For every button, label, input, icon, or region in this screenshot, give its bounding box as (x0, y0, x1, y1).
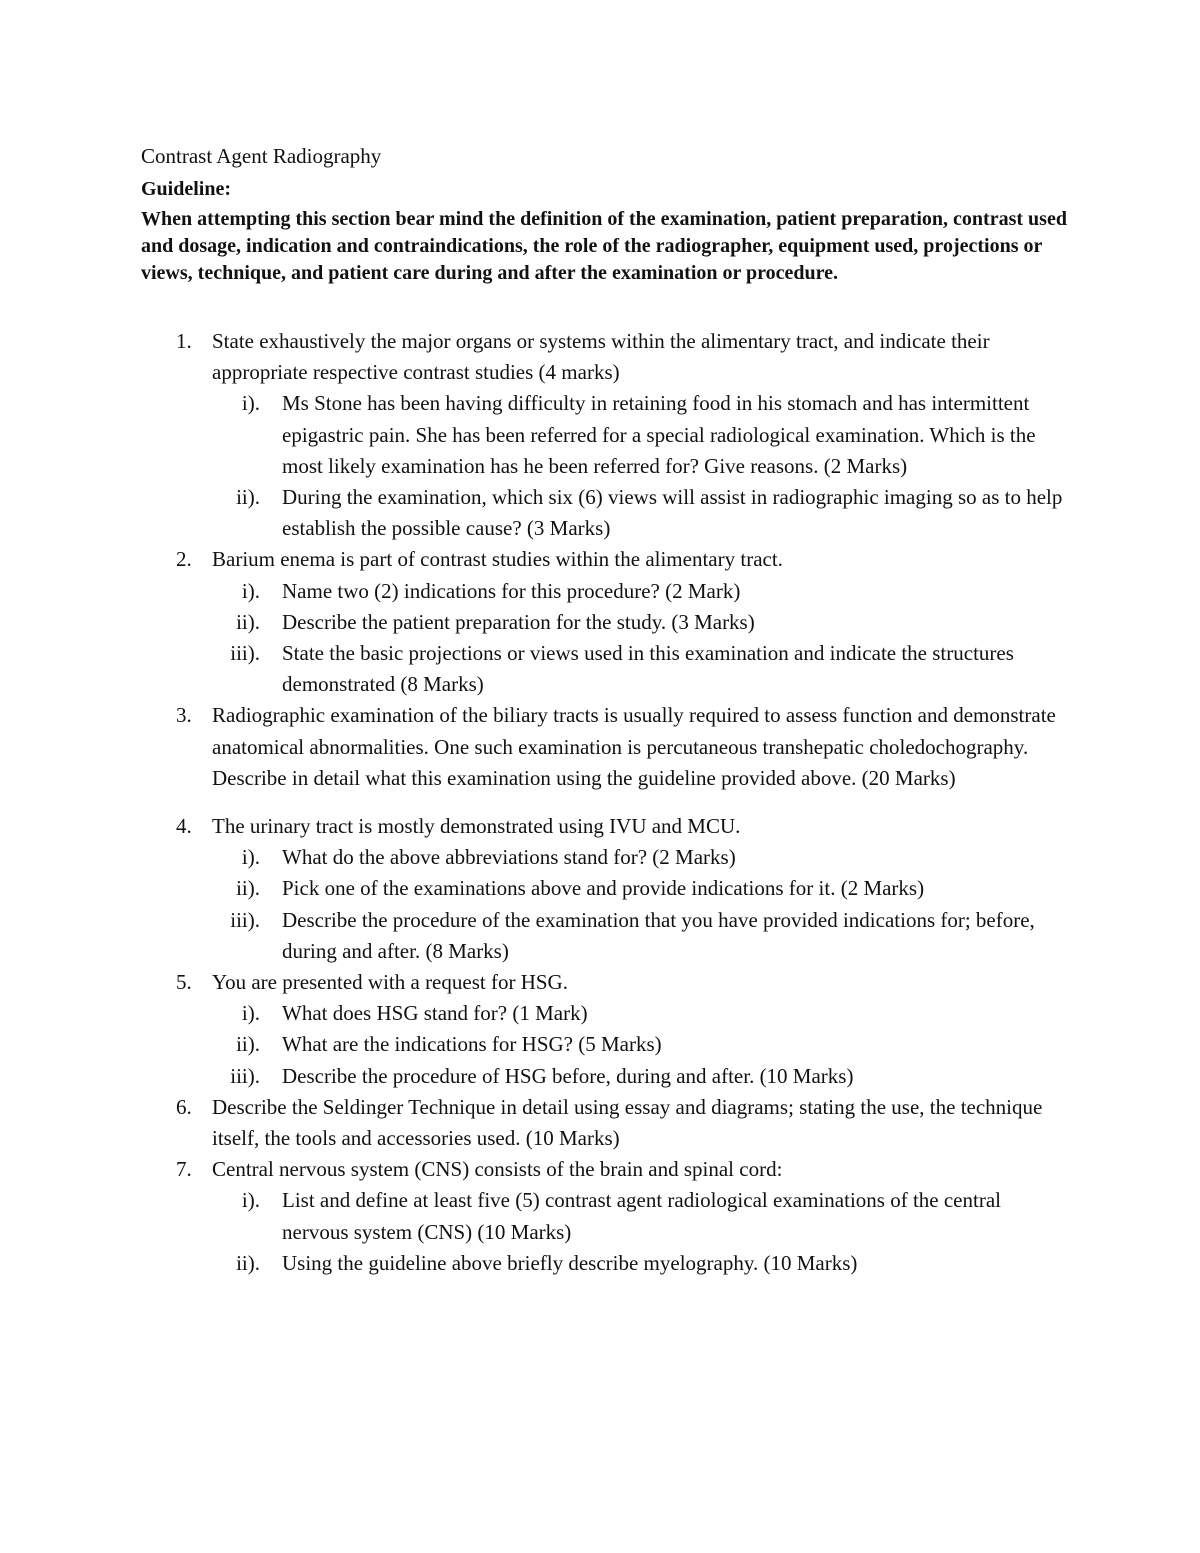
subquestion-number: ii). (236, 609, 260, 634)
question-5 (141, 967, 1071, 998)
question-7 (141, 1154, 1071, 1185)
question-3 (141, 700, 1071, 794)
subquestion-number: ii). (236, 485, 260, 510)
subquestion-text: What are the indications for HSG? (5 Marks) (282, 1032, 662, 1057)
question-4-subs (141, 842, 1071, 967)
subquestion-text: What does HSG stand for? (1 Mark) (282, 1001, 588, 1026)
question-number: 6. (176, 1094, 192, 1119)
guideline-text: When attempting this section bear mind the definition of the examination, patient preparation, contrast used and dosage, indication and contraindications, the role of the radiographer, equipment used, projections or views, technique, and patient care during and after the examination or procedure. (141, 208, 1067, 284)
subquestion-number: iii). (230, 641, 260, 666)
question-2-subs (141, 576, 1071, 701)
subquestion (212, 1029, 1071, 1060)
question-2 (141, 544, 1071, 575)
subquestion (212, 1248, 1071, 1279)
subquestion-text: List and define at least five (5) contrast agent radiological examinations of the central nervous system (CNS) (10 Marks) (282, 1188, 1001, 1244)
guideline-label: Guideline: (141, 178, 232, 200)
question-text: Describe the Seldinger Technique in detail using essay and diagrams; stating the use, the technique itself, the tools and accessories used. (10 Marks) (212, 1094, 1043, 1151)
subquestion-text: Name two (2) indications for this procedure? (2 Mark) (282, 578, 741, 603)
question-number: 3. (176, 703, 192, 728)
question-text: You are presented with a request for HSG. (212, 970, 568, 995)
subquestion (212, 905, 1071, 967)
question-text: Barium enema is part of contrast studies within the alimentary tract. (212, 547, 783, 572)
question-6 (141, 1092, 1071, 1154)
subquestion (212, 873, 1071, 904)
question-number: 1. (176, 329, 192, 353)
question-number: 5. (176, 970, 192, 995)
subquestion-text: Using the guideline above briefly describe myelography. (10 Marks) (282, 1250, 858, 1275)
question-4 (141, 811, 1071, 842)
question-5-subs (141, 998, 1071, 1092)
subquestion-number: i). (241, 1001, 260, 1026)
subquestion (212, 607, 1071, 638)
subquestion-number: iii). (230, 1063, 260, 1088)
question-list (141, 326, 1071, 1279)
subquestion-text: Describe the procedure of the examination that you have provided indications for; before, during and after. (8 Marks) (282, 907, 1035, 963)
question-7-subs (141, 1185, 1071, 1279)
subquestion-text: Pick one of the examinations above and provide indications for it. (2 Marks) (282, 876, 925, 901)
subquestion (212, 842, 1071, 873)
subquestion-text: Ms Stone has been having difficulty in retaining food in his stomach and has intermittent epigastric pain. She has been referred for a special radiological examination. Which is the most likely examination has he been referred for? Give reasons. (2 Marks) (282, 391, 1036, 478)
subquestion-text: During the examination, which six (6) views will assist in radiographic imaging so as to help establish the possible cause? (3 Marks) (282, 485, 1063, 541)
subquestion-number: i). (241, 578, 260, 603)
subquestion (212, 482, 1071, 544)
subquestion-number: i). (241, 845, 260, 870)
subquestion-number: i). (241, 391, 260, 416)
question-text: State exhaustively the major organs or systems within the alimentary tract, and indicate their appropriate respective contrast studies (4 marks) (212, 329, 990, 385)
subquestion (212, 998, 1071, 1029)
subquestion-text: What do the above abbreviations stand for? (2 Marks) (282, 845, 736, 870)
document-title: Contrast Agent Radiography (141, 144, 382, 168)
subquestion-number: ii). (236, 1032, 260, 1057)
subquestion-text: Describe the procedure of HSG before, during and after. (10 Marks) (282, 1063, 854, 1088)
subquestion-number: ii). (236, 876, 260, 901)
document-page (141, 140, 1071, 1279)
question-number: 2. (176, 547, 192, 572)
question-number: 7. (176, 1157, 192, 1182)
question-text-continued: Describe in detail what this examination using the guideline provided above. (20 Marks) (212, 765, 956, 790)
question-1-subs (141, 388, 1071, 544)
subquestion (212, 388, 1071, 482)
question-text: Central nervous system (CNS) consists of the brain and spinal cord: (212, 1157, 783, 1182)
question-text: The urinary tract is mostly demonstrated using IVU and MCU. (212, 814, 741, 839)
subquestion (212, 1185, 1071, 1247)
question-number: 4. (176, 814, 192, 839)
subquestion-text: State the basic projections or views used in this examination and indicate the structures demonstrated (8 Marks) (282, 641, 1014, 697)
subquestion-number: iii). (230, 907, 260, 932)
subquestion (212, 576, 1071, 607)
question-text: Radiographic examination of the biliary tracts is usually required to assess function and demonstrate anatomical abnormalities. One such examination is percutaneous transhepatic choledochography. (212, 703, 1056, 759)
subquestion (212, 1061, 1071, 1092)
subquestion-number: ii). (236, 1250, 260, 1275)
question-1 (141, 326, 1071, 388)
subquestion-text: Describe the patient preparation for the study. (3 Marks) (282, 609, 755, 634)
subquestion (212, 638, 1071, 700)
subquestion-number: i). (241, 1188, 260, 1213)
